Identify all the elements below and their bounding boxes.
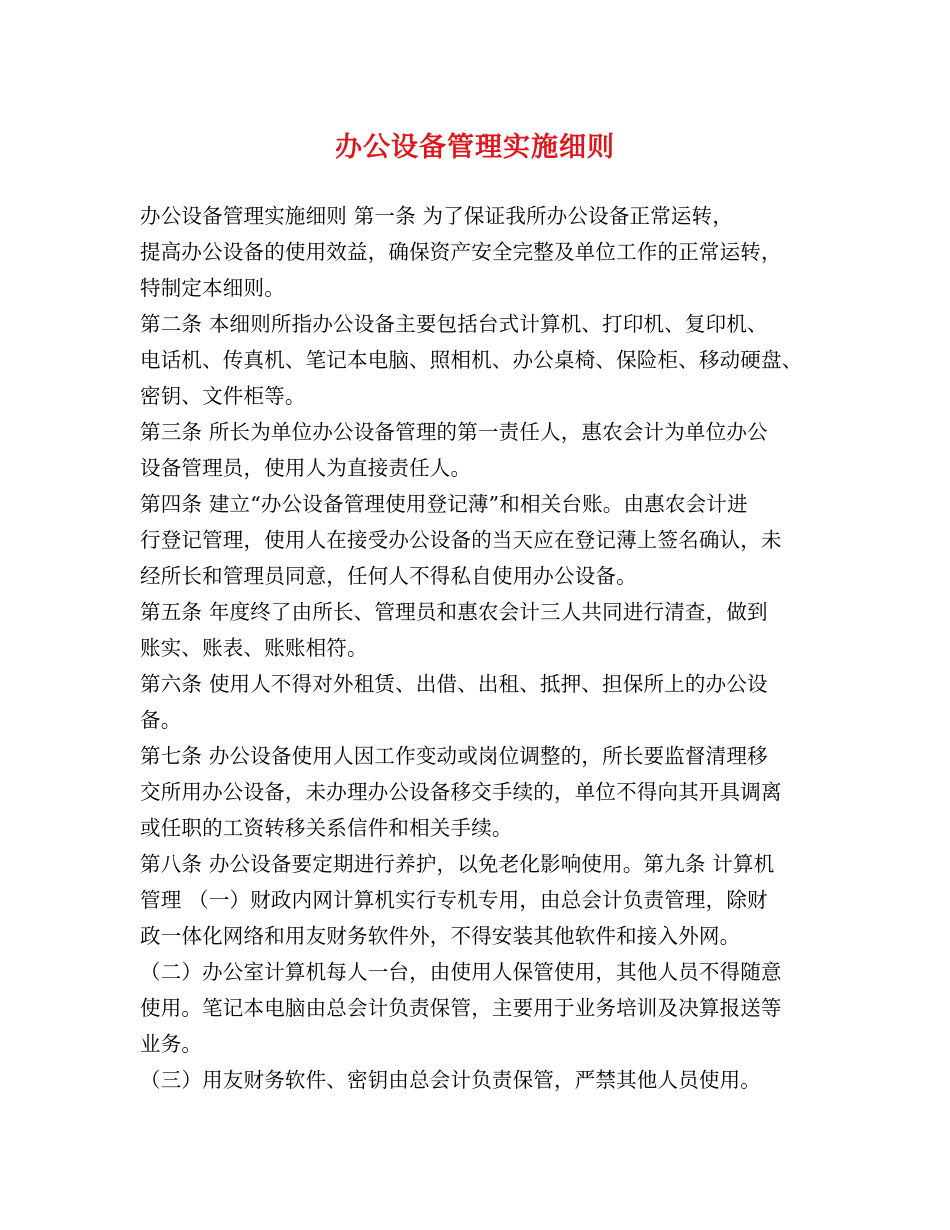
body-line: 使用。笔记本电脑由总会计负责保管，主要用于业务培训及决算报送等	[140, 996, 782, 1020]
body-line: 办公设备管理实施细则 第一条 为了保证我所办公设备正常运转，	[140, 204, 734, 228]
body-line: 账实、账表、账账相符。	[140, 636, 368, 660]
body-line: 特制定本细则。	[140, 276, 285, 300]
body-line: 第二条 本细则所指办公设备主要包括台式计算机、打印机、复印机、	[140, 312, 768, 336]
body-line: 第四条 建立“办公设备管理使用登记薄”和相关台账。由惠农会计进	[140, 492, 748, 516]
body-line: 管理 （一）财政内网计算机实行专机专用，由总会计负责管理，除财	[140, 888, 768, 912]
body-line: 设备管理员，使用人为直接责任人。	[140, 456, 472, 480]
body-line: 第三条 所长为单位办公设备管理的第一责任人，惠农会计为单位办公	[140, 420, 768, 444]
body-line: （二）办公室计算机每人一台，由使用人保管使用，其他人员不得随意	[140, 960, 782, 984]
body-line: 提高办公设备的使用效益，确保资产安全完整及单位工作的正常运转，	[140, 240, 782, 264]
body-line: 经所长和管理员同意，任何人不得私自使用办公设备。	[140, 564, 637, 588]
body-line: 业务。	[140, 1032, 203, 1056]
body-line: 备。	[140, 708, 182, 732]
body-line: 密钥、文件柜等。	[140, 384, 306, 408]
body-line: 政一体化网络和用友财务软件外，不得安装其他软件和接入外网。	[140, 924, 741, 948]
body-line: 第六条 使用人不得对外租赁、出借、出租、抵押、担保所上的办公设	[140, 672, 768, 696]
body-line: 交所用办公设备，未办理办公设备移交手续的，单位不得向其开具调离	[140, 780, 782, 804]
body-line: 行登记管理，使用人在接受办公设备的当天应在登记薄上签名确认，未	[140, 528, 782, 552]
body-line: 第八条 办公设备要定期进行养护，以免老化影响使用。第九条 计算机	[140, 852, 775, 876]
body-line: 第五条 年度终了由所长、管理员和惠农会计三人共同进行清查，做到	[140, 600, 768, 624]
body-line: （三）用友财务软件、密钥由总会计负责保管，严禁其他人员使用。	[140, 1068, 761, 1092]
body-line: 电话机、传真机、笔记本电脑、照相机、办公桌椅、保险柜、移动硬盘、	[140, 348, 803, 372]
document-title: 办公设备管理实施细则	[335, 132, 615, 163]
body-line: 第七条 办公设备使用人因工作变动或岗位调整的，所长要监督清理移	[140, 744, 768, 768]
body-line: 或任职的工资转移关系信件和相关手续。	[140, 816, 513, 840]
